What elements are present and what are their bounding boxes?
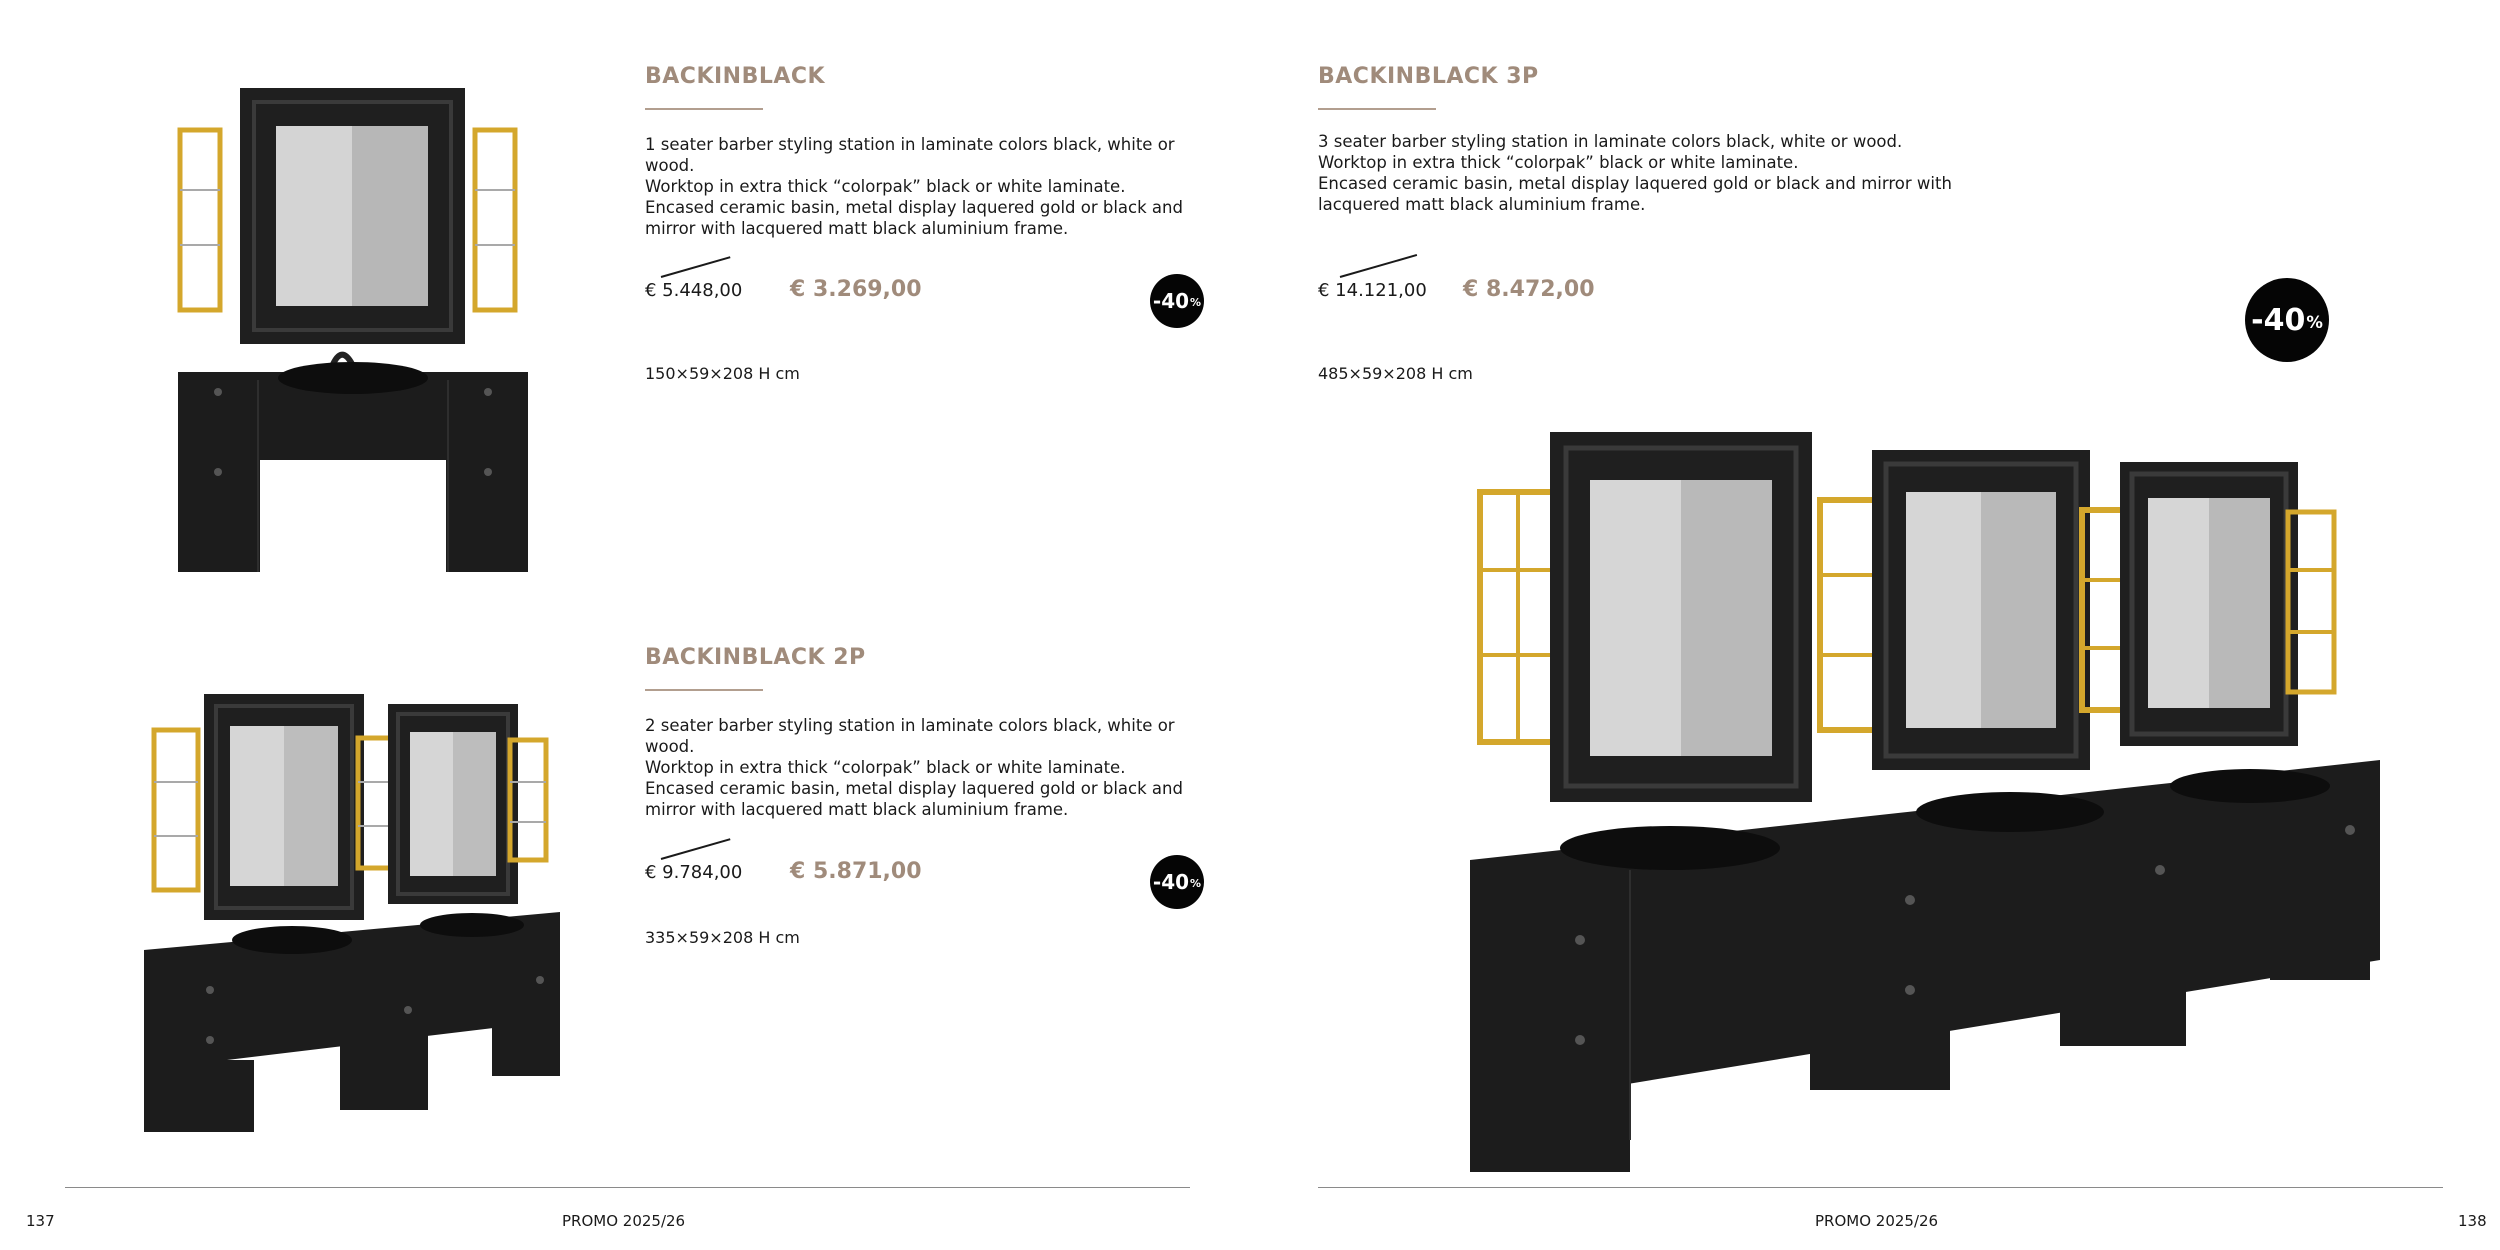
product-title: BACKINBLACK [645, 64, 826, 89]
footer-divider-left [65, 1187, 1190, 1188]
product-description [645, 715, 1205, 820]
new-price: € 5.871,00 [790, 859, 922, 884]
description-line: 3 seater barber styling station in laminate colors black, white or wood. [1318, 132, 1903, 151]
new-price: € 8.472,00 [1463, 277, 1595, 302]
description-line: mirror with lacquered matt black aluminium frame. [645, 800, 1069, 819]
product-dimensions: 485×59×208 H cm [1318, 364, 1473, 383]
description-line: Encased ceramic basin, metal display laquered gold or black and [645, 779, 1183, 798]
discount-badge [1150, 274, 1204, 328]
footer-divider-right [1318, 1187, 2443, 1188]
old-price [1318, 280, 1427, 301]
discount-value: -40 [2251, 302, 2306, 338]
description-line: wood. [645, 156, 695, 175]
description-line: lacquered matt black aluminium frame. [1318, 195, 1646, 214]
footer-label-left: PROMO 2025/26 [562, 1212, 686, 1230]
old-price [645, 280, 742, 301]
strikethrough-line [661, 838, 731, 860]
description-line: Encased ceramic basin, metal display laquered gold or black and [645, 198, 1183, 217]
product-dimensions: 335×59×208 H cm [645, 928, 800, 947]
old-price [645, 862, 742, 883]
discount-value: -40 [1152, 870, 1190, 894]
footer-label-right: PROMO 2025/26 [1815, 1212, 1939, 1230]
discount-badge [2245, 278, 2329, 362]
product-dimensions: 150×59×208 H cm [645, 364, 800, 383]
discount-badge [1150, 855, 1204, 909]
title-divider [645, 689, 763, 691]
product-image-backinblack-2p [140, 690, 580, 1140]
description-line: Encased ceramic basin, metal display laquered gold or black and mirror with [1318, 174, 1952, 193]
discount-unit: % [1190, 877, 1202, 891]
page-number-right: 138 [2458, 1212, 2487, 1230]
description-line: Worktop in extra thick “colorpak” black or white laminate. [1318, 153, 1799, 172]
strikethrough-line [661, 256, 731, 278]
old-price-value: € 9.784,00 [645, 862, 743, 883]
product-title: BACKINBLACK 2P [645, 645, 866, 670]
old-price-value: € 5.448,00 [645, 280, 743, 301]
title-divider [1318, 108, 1436, 110]
description-line: Worktop in extra thick “colorpak” black or white laminate. [645, 177, 1126, 196]
product-title: BACKINBLACK 3P [1318, 64, 1539, 89]
strikethrough-line [1340, 254, 1417, 278]
discount-value: -40 [1152, 289, 1190, 313]
description-line: mirror with lacquered matt black aluminium frame. [645, 219, 1069, 238]
discount-unit: % [1190, 296, 1202, 310]
new-price: € 3.269,00 [790, 277, 922, 302]
discount-unit: % [2306, 312, 2323, 332]
old-price-value: € 14.121,00 [1318, 280, 1427, 301]
product-description [645, 134, 1205, 239]
page-number-left: 137 [26, 1212, 55, 1230]
title-divider [645, 108, 763, 110]
product-image-backinblack-3p [1470, 420, 2390, 1180]
description-line: 1 seater barber styling station in laminate colors black, white or [645, 135, 1175, 154]
description-line: Worktop in extra thick “colorpak” black or white laminate. [645, 758, 1126, 777]
product-image-backinblack [170, 80, 540, 580]
product-description [1318, 131, 2018, 215]
description-line: wood. [645, 737, 695, 756]
description-line: 2 seater barber styling station in laminate colors black, white or [645, 716, 1175, 735]
